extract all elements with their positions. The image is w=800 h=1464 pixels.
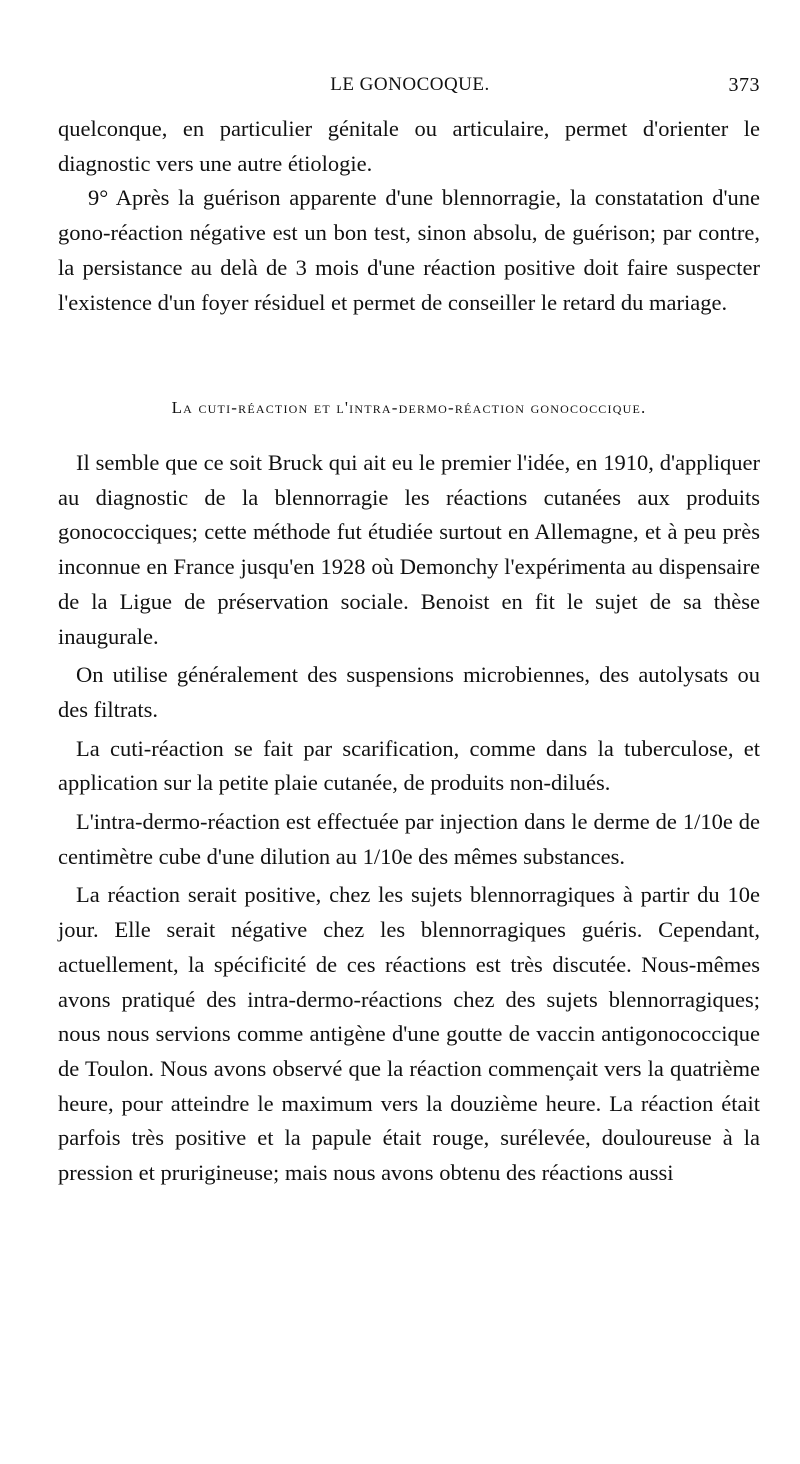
section-heading: La cuti-réaction et l'intra-dermo-réaction gonococcique. bbox=[171, 398, 647, 417]
paragraph-cuti-reaction: La cuti-réaction se fait par scarification, comme dans la tuberculose, et application sur la petite plaie cutanée, de produits non-dilués. bbox=[58, 735, 760, 796]
continuation-paragraph: quelconque, en particulier génitale ou articulaire, permet d'orienter le diagnostic vers une autre étiologie. bbox=[58, 116, 760, 176]
section-body bbox=[58, 446, 760, 1195]
paragraph-results: La réaction serait positive, chez les sujets blennorragiques à partir du 10e jour. Elle serait négative chez les blennorragiques guéris. Cependant, actuellement, la spécificité de ces réactions est très discutée. Nous-mêmes avons pratiqué des intra-dermo-réactions chez des sujets blennorragiques; nous nous servions comme antigène d'une goutte de vaccin antigonococcique de Toulon. Nous avons observé que la réaction commençait vers la quatrième heure, pour atteindre le maximum vers la douzième heure. La réaction était parfois très positive et la papule était rouge, surélevée, douloureuse à la pression et prurigineuse; mais nous avons obtenu des réactions aussi bbox=[58, 882, 760, 1186]
page-header bbox=[60, 74, 760, 104]
paragraph-suspensions: On utilise généralement des suspensions microbiennes, des autolysats ou des filtrats. bbox=[58, 662, 760, 722]
paragraph-intra-dermo-reaction: L'intra-dermo-réaction est effectuée par injection dans le derme de 1/10e de centimètre cube d'une dilution au 1/10e des mêmes substances. bbox=[58, 809, 760, 869]
running-title: LE GONOCOQUE. bbox=[330, 74, 490, 95]
paragraph-history: Il semble que ce soit Bruck qui ait eu le premier l'idée, en 1910, d'appliquer au diagnostic de la blennorragie les réactions cutanées aux produits gonococciques; cette méthode fut étudiée surtout en Allemagne, et à peu près inconnue en France jusqu'en 1928 où Demonchy l'expérimenta au dispensaire de la Ligue de préservation sociale. Benoist en fit le sujet de sa thèse inaugurale. bbox=[58, 450, 760, 649]
point-9-paragraph: 9° Après la guérison apparente d'une blennorragie, la constatation d'une gono-réaction négative est un bon test, sinon absolu, de guérison; par contre, la persistance au delà de 3 mois d'une réaction positive doit faire suspecter l'existence d'un foyer résiduel et permet de conseiller le retard du mariage. bbox=[58, 185, 760, 315]
top-text-block bbox=[58, 112, 760, 320]
page-number: 373 bbox=[728, 74, 760, 96]
